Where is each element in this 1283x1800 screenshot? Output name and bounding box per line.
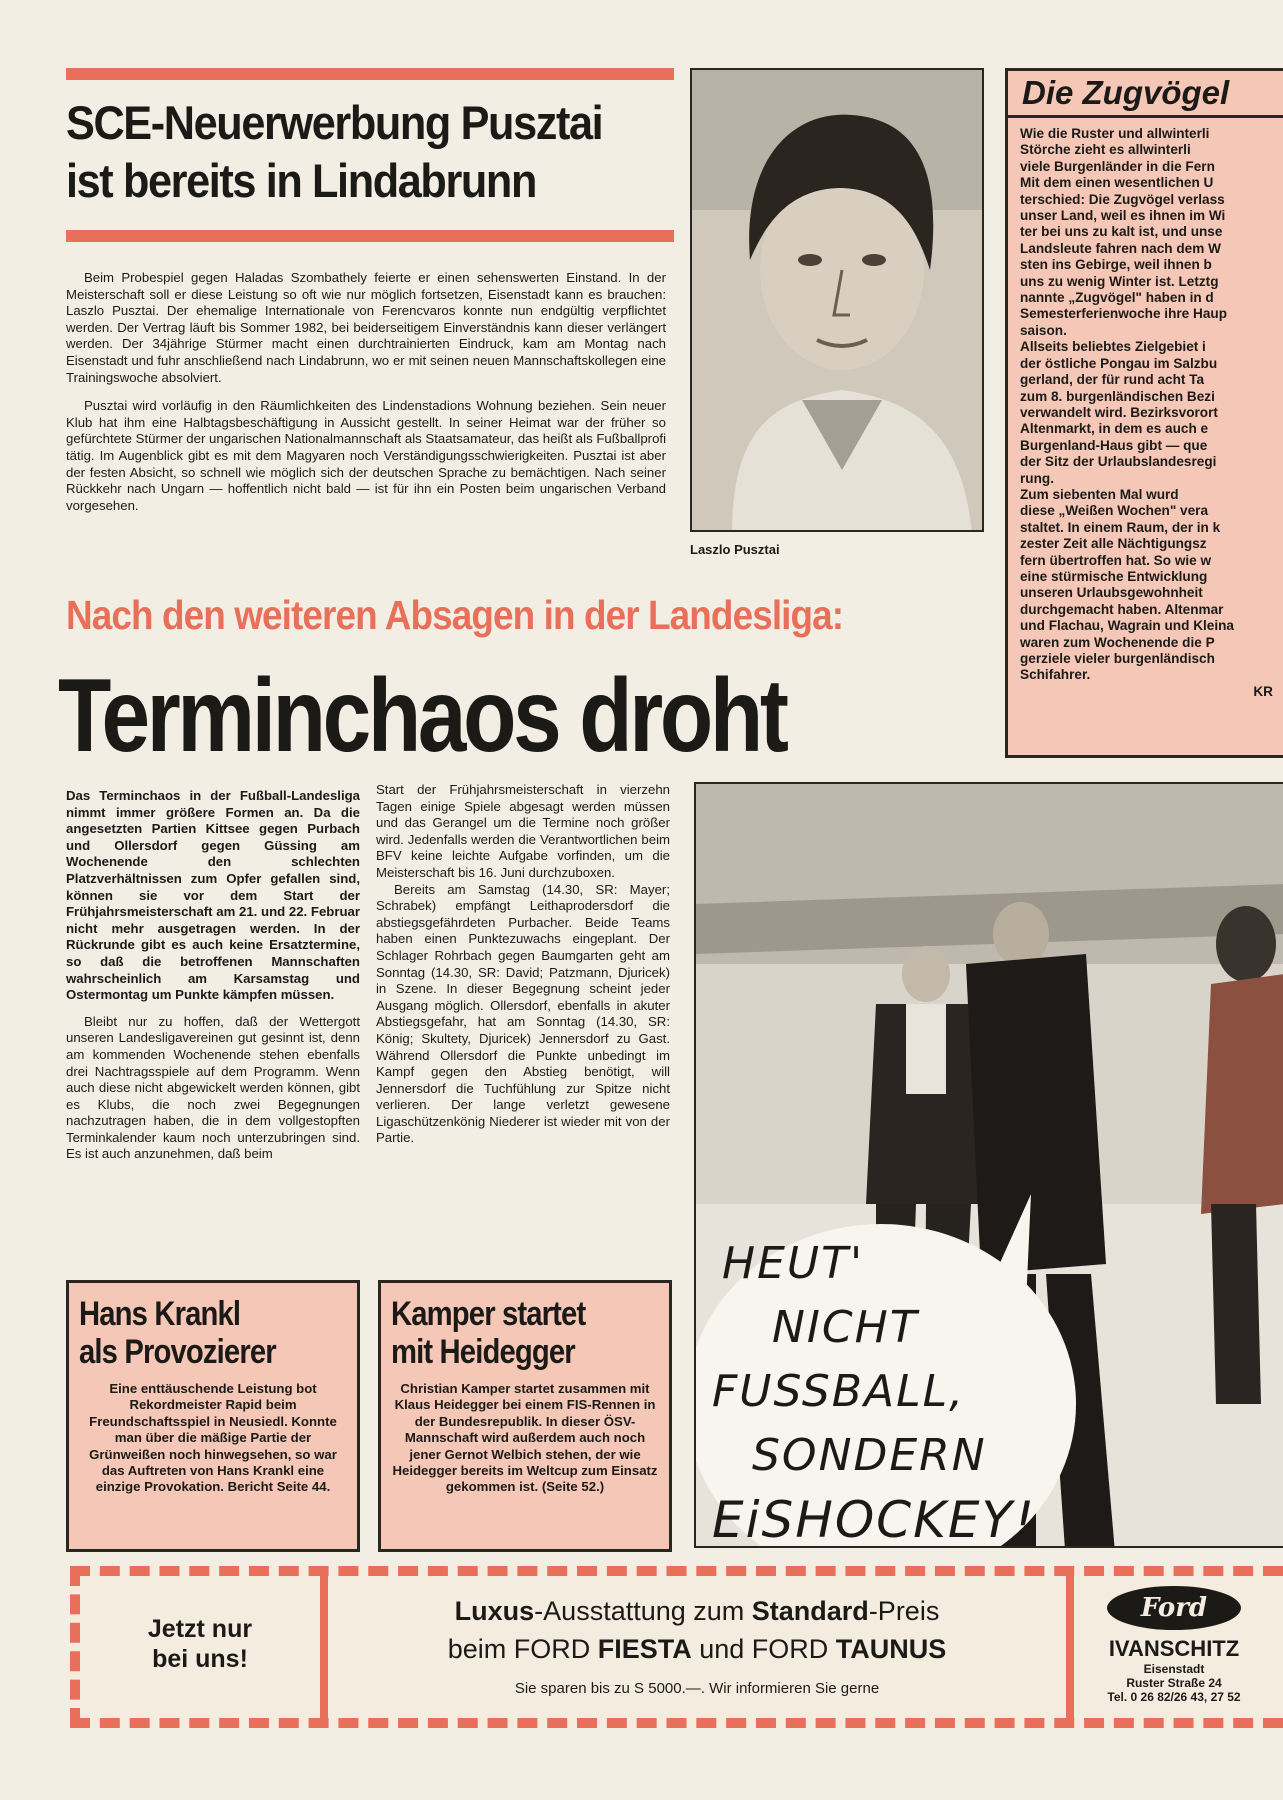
dealer-phone: Tel. 0 26 82/26 43, 27 52 bbox=[1107, 1690, 1241, 1704]
krankl-title bbox=[69, 1283, 357, 1371]
main-col2-paragraph: Bereits am Samstag (14.30, SR: Mayer; Schrabek) empfängt Leithaprodersdorf die abstiegsgefährdeten Purbacher. Beide Teams haben einen Punktezuwachs eingeplant. Der Schlager Rohrbach gegen Baumgarten geht am Sonntag (14.30, SR: David; Patzmann, Djuricek) in Szene. In dieser Begegnung scheint jeder Ausgang möglich. Ollersdorf, ebenfalls in akuter Abstiegsgefahr, hat am Sonntag (14.30, SR: König; Skultety, Djuricek) Jennersdorf zu Gast. Während Ollersdorf die Punkte unbedingt im Kampf gegen den Abstieg benötigt, will Jennersdorf die Tuchfühlung zur Spitze nicht verlieren. Der lange verletzt gewesene Ligaschützenkönig Niederer ist wieder mit von der Partie. bbox=[376, 881, 670, 1146]
sidebar-line: viele Burgenländer in die Fern bbox=[1020, 158, 1215, 174]
top-article-body bbox=[66, 270, 666, 514]
top-headline-line2: ist bereits in Lindabrunn bbox=[66, 154, 537, 207]
sidebar-line: durchgemacht haben. Altenmar bbox=[1020, 601, 1224, 617]
sidebar-line: Störche zieht es allwinterli bbox=[1020, 142, 1191, 158]
krankl-text: Eine enttäuschende Leistung bot Rekordmeister Rapid beim Freundschaftsspiel in Neusiedl. Konnte man über die mäßige Partie der Grünweißen noch hinwegsehen, so war das Auftreten von Hans Krankl eine einzige Provokation. Bericht Seite 44. bbox=[89, 1381, 337, 1495]
sidebar-line: der Sitz der Urlaubslandesregi bbox=[1020, 454, 1217, 470]
ad-word: TAUNUS bbox=[835, 1634, 947, 1664]
kamper-title bbox=[381, 1283, 669, 1371]
sidebar-line: verwandelt wird. Bezirksvorort bbox=[1020, 404, 1218, 420]
bubble-line: HEUT' bbox=[722, 1238, 865, 1289]
sidebar-line: saison. bbox=[1020, 322, 1067, 338]
sidebar-line: Schifahrer. bbox=[1020, 667, 1091, 683]
sidebar-line: unseren Urlaubsgewohnheit bbox=[1020, 585, 1203, 601]
sidebar-line: eine stürmische Entwicklung bbox=[1020, 568, 1208, 584]
main-column-2 bbox=[376, 782, 670, 1147]
dealer-street: Ruster Straße 24 bbox=[1126, 1676, 1222, 1690]
krankl-title-line: als Provozierer bbox=[79, 1333, 276, 1371]
portrait-photo bbox=[690, 68, 984, 532]
top-article-paragraph: Pusztai wird vorläufig in den Räumlichkeiten des Lindenstadions Wohnung beziehen. Sein neuer Klub hat ihm eine Halbtagsbeschäftigung in Aussicht gestellt. In seiner Heimat war der früher so gefürchtete Stürmer der ungarischen Nationalmannschaft als Staatsamateur, das heißt als Fußballprofi tätig. Im Augenblick gibt es mit dem Magyaren noch Verständigungsschwierigkeiten. Pusztai ist aber der festen Absicht, so schnell wie möglich sich der deutschen Sprache zu bemächtigen. Nach seiner Rückkehr nach Ungarn — hoffentlich nicht bald — ist für ihn ein Posten beim ungarischen Verband vorgesehen. bbox=[66, 398, 666, 513]
sidebar-line: gerziele vieler burgenländisch bbox=[1020, 651, 1215, 666]
ad-divider bbox=[320, 1576, 328, 1718]
top-rule-lower bbox=[66, 230, 674, 242]
sidebar-line: Zum siebenten Mal wurd bbox=[1020, 486, 1179, 502]
sidebar-line: diese „Weißen Wochen" vera bbox=[1020, 503, 1209, 519]
bubble-text bbox=[712, 1232, 1036, 1548]
ad-left-line: bei uns! bbox=[152, 1645, 248, 1673]
sidebar-line: staltet. In einem Raum, der in k bbox=[1020, 519, 1221, 535]
top-headline bbox=[66, 94, 686, 210]
dealer-name: IVANSCHITZ bbox=[1108, 1636, 1240, 1661]
ad-word: und FORD bbox=[691, 1634, 836, 1664]
ad-word: -Preis bbox=[868, 1596, 940, 1626]
top-headline-line1: SCE-Neuerwerbung Pusztai bbox=[66, 96, 603, 149]
sidebar-line: ter bei uns zu kalt ist, und unse bbox=[1020, 224, 1223, 240]
photo-caption: Laszlo Pusztai bbox=[690, 542, 780, 557]
sidebar-line: rung. bbox=[1020, 470, 1054, 486]
sidebar-line: KR bbox=[1253, 683, 1273, 699]
sidebar-line: uns zu wenig Winter ist. Letztg bbox=[1020, 273, 1219, 289]
main-column-1 bbox=[66, 788, 360, 1163]
bubble-line: EiSHOCKEY! bbox=[712, 1491, 1037, 1548]
sidebar-line: zester Zeit alle Nächtigungsz bbox=[1020, 536, 1207, 552]
sidebar-line: Landsleute fahren nach dem W bbox=[1020, 240, 1221, 256]
sidebar-line: gerland, der für rund acht Ta bbox=[1020, 372, 1205, 388]
top-rule bbox=[66, 68, 674, 80]
sidebar-line: sten ins Gebirge, weil ihnen b bbox=[1020, 257, 1212, 273]
sidebar-line: unser Land, weil es ihnen im Wi bbox=[1020, 208, 1226, 224]
ad-word: Luxus bbox=[454, 1596, 535, 1626]
main-kicker: Nach den weiteren Absagen in der Landesliga: bbox=[66, 592, 844, 638]
ford-advertisement bbox=[70, 1566, 1283, 1728]
krankl-title-line: Hans Krankl bbox=[79, 1295, 241, 1333]
sidebar-line: fern übertroffen hat. So wie w bbox=[1020, 552, 1212, 568]
sidebar-title: Die Zugvögel bbox=[1008, 71, 1283, 118]
top-article-paragraph: Beim Probespiel gegen Haladas Szombathely feierte er einen sehenswerten Einstand. In der Meisterschaft soll er diese Leistung so oft wie nur möglich fortsetzen, Eisenstadt kann es brauchen: Laszlo Pusztai. Der ehemalige Internationale von Ferencvaros konnte nun endgültig verpflichtet werden. Der Vertrag läuft bis Sommer 1982, bei beiderseitigem Einverständnis kann dieser verlängert werden. Der 34jährige Stürmer macht einen durchtrainierten Eindruck, kam am Montag nach Eisenstadt und fuhr anschließend nach Lindabrunn, wo er mit seinen neuen Mannschaftskollegen eine Trainingswoche absolviert. bbox=[66, 270, 666, 385]
sidebar-text bbox=[1008, 118, 1283, 700]
sidebar-line: der östliche Pongau im Salzbu bbox=[1020, 355, 1218, 371]
ad-center bbox=[328, 1592, 1066, 1697]
kamper-title-line: Kamper startet bbox=[391, 1295, 586, 1333]
ad-left bbox=[80, 1614, 320, 1674]
krankl-box bbox=[66, 1280, 360, 1552]
main-col1-paragraph: Bleibt nur zu hoffen, daß der Wettergott unseren Landesligavereinen gut gesinnt ist, denn am kommenden Wochenende stehen ebenfalls drei Nachtragsspiele auf dem Programm. Wenn auch diese nicht abgewickelt werden können, gibt es Klubs, die noch zwei Begegnungen nachzutragen haben, die in dem vollgestopften Terminkalender kaum noch unterzubringen sind. Es ist auch anzunehmen, daß beim bbox=[66, 1013, 360, 1162]
sidebar-line: nannte „Zugvögel" haben in d bbox=[1020, 290, 1214, 306]
sidebar-line: Burgenland-Haus gibt — que bbox=[1020, 437, 1208, 453]
ad-small-text: Sie sparen bis zu S 5000.—. Wir informieren Sie gerne bbox=[514, 1680, 880, 1697]
ad-word: FIESTA bbox=[597, 1634, 692, 1664]
sidebar-line: zum 8. burgenländischen Bezi bbox=[1020, 388, 1215, 404]
ford-logo bbox=[1107, 1586, 1241, 1630]
bubble-line: SONDERN bbox=[752, 1430, 987, 1481]
main-col2-paragraph: Start der Frühjahrsmeisterschaft in vierzehn Tagen einige Spiele abgesagt werden müssen und das Gerangel um die Termine noch größer wird. Jedenfalls werden die Verantwortlichen beim BFV keine leichte Aufgabe vorfinden, um die Meisterschaft bis 16. Juni durchzuboxen. bbox=[376, 782, 670, 880]
sidebar-line: Mit dem einen wesentlichen U bbox=[1020, 175, 1214, 191]
ad-dealer bbox=[1074, 1586, 1274, 1704]
kamper-text: Christian Kamper startet zusammen mit Klaus Heidegger bei einem FIS-Rennen in der Bundesrepublik. In dieser ÖSV-Mannschaft wird außerdem auch noch jener Gernot Welbich stehen, der wie Heidegger bereits im Weltcup zum Einsatz gekommen ist. (Seite 52.) bbox=[392, 1381, 658, 1495]
sidebar-box bbox=[1005, 68, 1283, 758]
ad-word: -Ausstattung zum bbox=[534, 1596, 752, 1626]
ad-center-line2 bbox=[328, 1630, 1066, 1668]
dealer-city: Eisenstadt bbox=[1143, 1662, 1205, 1676]
bubble-line: NICHT bbox=[772, 1302, 919, 1353]
ad-divider bbox=[1066, 1576, 1074, 1718]
sidebar-line: Allseits beliebtes Zielgebiet i bbox=[1020, 339, 1206, 355]
ad-center-line1 bbox=[328, 1592, 1066, 1630]
kamper-box bbox=[378, 1280, 672, 1552]
ad-left-line: Jetzt nur bbox=[147, 1615, 253, 1643]
sidebar-line: waren zum Wochenende die P bbox=[1020, 634, 1215, 650]
ford-logo-text: Ford bbox=[1140, 1593, 1208, 1623]
main-headline: Terminchaos droht bbox=[58, 658, 786, 774]
portrait-illustration bbox=[692, 70, 984, 532]
sidebar-line: Altenmarkt, in dem es auch e bbox=[1020, 421, 1209, 437]
hockey-photo bbox=[694, 782, 1283, 1548]
sidebar-line: terschied: Die Zugvögel verlass bbox=[1020, 191, 1225, 207]
kamper-title-line: mit Heidegger bbox=[391, 1333, 575, 1371]
bubble-line: FUSSBALL, bbox=[712, 1366, 966, 1417]
main-col1-paragraph: Das Terminchaos in der Fußball-Landesliga nimmt immer größere Formen an. Da die angesetzten Partien Kittsee gegen Purbach und Ollersdorf gegen Güssing am Wochenende den schlechten Platzverhältnissen zum Opfer gefallen sind, können sie vor dem Start der Frühjahrsmeisterschaft am 21. und 22. Februar nicht mehr ausgetragen werden. In der Rückrunde gibt es auch keine Ersatztermine, so daß die betroffenen Mannschaften wahrscheinlich am Karsamstag und Ostermontag um Punkte kämpfen müssen. bbox=[66, 788, 360, 1003]
ad-word: Standard bbox=[751, 1596, 869, 1626]
sidebar-line: Semesterferienwoche ihre Haup bbox=[1020, 306, 1227, 322]
sidebar-line: Wie die Ruster und allwinterli bbox=[1020, 126, 1210, 141]
ad-word: beim FORD bbox=[447, 1634, 598, 1664]
sidebar-line: und Flachau, Wagrain und Kleina bbox=[1020, 618, 1234, 634]
